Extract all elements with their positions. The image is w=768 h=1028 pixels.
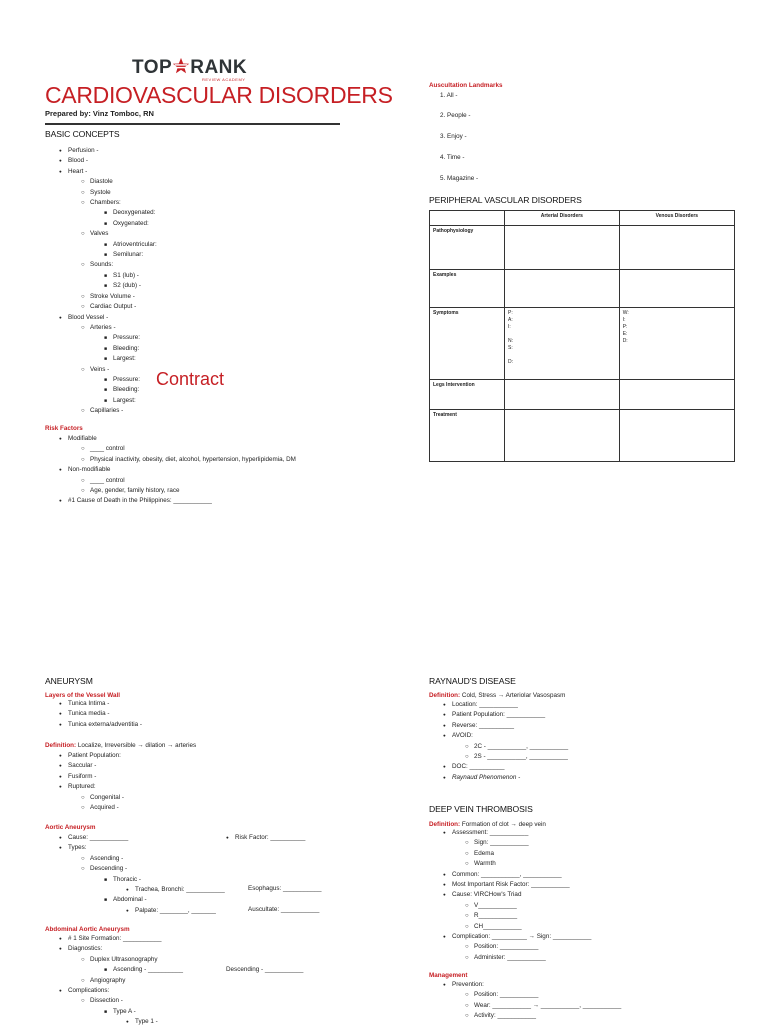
basic-list [68,146,157,417]
basic-heading: BASIC CONCEPTS [45,129,120,139]
list-item: ○ Chambers: [90,198,157,208]
auscultate: Auscultate: ___________ [248,906,320,913]
def-text: Formation of clot → deep vein [460,821,546,828]
aneurysm-heading: ANEURYSM [45,676,93,686]
row-label: Symptoms [430,308,505,380]
list-item: ● Common: ___________, ___________ [452,870,591,880]
row-label: Examples [430,270,505,308]
list-item: ■ Abdominal - [113,895,225,905]
table-cell [619,270,734,308]
list-item: ■ Thoracic - [113,875,225,885]
list-item: ■ Semilunar: [113,250,157,260]
sym-letter: W: [622,310,629,316]
list-item: ○ V___________ [474,901,591,911]
table-cell [619,410,734,462]
management-list [452,980,621,1022]
list-item: ● Blood Vessel - [68,313,157,323]
sym-letter: P: [622,324,628,330]
sym-letter: D: [622,338,628,344]
table-cell [505,226,620,270]
list-item: ■ S1 (lub) - [113,271,157,281]
venous-symptoms [619,308,734,380]
list-item: ○ 2C - ___________, ___________ [474,742,568,752]
list-item: ○ CH___________ [474,922,591,932]
table-cell [430,211,505,226]
list-item: ○ Age, gender, family history, race [90,486,296,496]
ausc-item: 3. Enjoy - [440,133,467,140]
list-item: ● Type 1 - [135,1017,183,1027]
list-item: ○ Warmth [474,859,591,869]
list-item: ● Prevention: [452,980,621,990]
list-item: ○ R___________ [474,911,591,921]
list-item: ● Blood - [68,156,157,166]
raynaud-heading: RAYNAUD'S DISEASE [429,676,516,686]
list-item: ○ Ascending - [90,854,225,864]
list-item: ○ Valves [90,229,157,239]
list-item: ● Location: ___________ [452,700,568,710]
logo-sub: REVIEW ACADEMY [202,77,246,82]
sym-letter: A: [508,317,513,323]
risk-heading: Risk Factors [45,425,83,432]
list-item: ■ Bleeding: [113,344,157,354]
list-item: ● Tunica Intima - [68,699,142,709]
layers-list [68,699,142,730]
logo [132,57,247,79]
list-item: ■ Atrioventricular: [113,240,157,250]
sym-letter: S: [508,345,513,351]
list-item: ● Fusiform - [68,772,124,782]
descending2: Descending - ___________ [226,966,304,973]
list-item: ● Assessment: ___________ [452,828,591,838]
ausc-item: 4. Time - [440,154,465,161]
list-item: ● DOC: __________ [452,762,568,772]
def-text: Localize, Irreversible → dilation → arteries [76,742,197,749]
list-item: ● Modifiable [68,434,296,444]
table-cell [619,380,734,410]
list-item: ○ Acquired - [90,803,124,813]
list-item: ● Trachea, Bronchi: ___________ [135,885,225,895]
risk-list [68,434,296,507]
def-text: Cold, Stress → Arteriolar Vasospasm [460,692,566,699]
table-cell [505,410,620,462]
list-item: ■ Type A - [113,1007,183,1017]
pvd-table [429,210,735,462]
ausc-item: 1. All - [440,92,458,99]
list-item: ● AVOID: [452,731,568,741]
list-item: ● Ruptured: [68,782,124,792]
list-item: ● #1 Cause of Death in the Philippines: ___________ [68,496,296,506]
logo-right: RANK [190,57,248,78]
list-item: ○ ____ control [90,476,296,486]
list-item: ○ Duplex Ultrasonography [90,955,183,965]
list-item: ○ Physical inactivity, obesity, diet, alcohol, hypertension, hyperlipidemia, DM [90,455,296,465]
ausc-heading: Auscultation Landmarks [429,82,503,89]
sym-letter: I: [622,317,626,323]
row-label: Pathophysiology [430,226,505,270]
star-icon [172,57,190,75]
list-item: ○ Wear: ___________ → ___________, ___________ [474,1001,621,1011]
list-item: ■ Oxygenated: [113,219,157,229]
list-item: ■ Deoxygenated: [113,208,157,218]
list-item: ○ Veins - [90,365,157,375]
sym-letter: I: [508,324,511,330]
list-item: ● Risk Factor: __________ [235,833,305,843]
row-label: Legs Intervention [430,380,505,410]
list-item: ■ Pressure: [113,333,157,343]
list-item: ● Patient Population: ___________ [452,710,568,720]
table-header: Venous Disorders [619,211,734,226]
list-item: ○ Administer: ___________ [474,953,591,963]
aaa-heading: Abdominal Aortic Aneurysm [45,926,130,933]
list-item: ● Perfusion - [68,146,157,156]
list-item: ■ Bleeding: [113,385,157,395]
list-item: ● Most Important Risk Factor: ___________ [452,880,591,890]
list-item: ○ Capillaries - [90,406,157,416]
raynaud-list [452,700,568,783]
list-item: ● Palpate: ________, _______ [135,906,225,916]
list-item: ● Tunica externa/adventitia - [68,720,142,730]
list-item: ● Cause: ___________ [68,833,225,843]
arterial-symptoms [505,308,620,380]
rf-item [235,833,305,843]
list-item: ● Raynaud Phenomenon - [452,773,568,783]
list-item: ● Tunica media - [68,709,142,719]
sym-letter: P: [508,310,513,316]
author: Prepared by: Vinz Tomboc, RN [45,109,154,118]
aortic-list [68,833,225,916]
list-item: ● Types: [68,843,225,853]
sym-letter: N: [508,338,513,344]
list-item: ○ Descending - [90,864,225,874]
list-item: ● Reverse: __________ [452,721,568,731]
aneurysm-list [68,751,124,813]
row-label: Treatment [430,410,505,462]
title-divider [45,123,340,125]
aneurysm-definition [45,741,196,751]
list-item: ● Complications: [68,986,183,996]
list-item: ○ Position: ___________ [474,942,591,952]
list-item: ○ Stroke Volume - [90,292,157,302]
list-item: ● Heart - [68,167,157,177]
list-item: ● # 1 Site Formation: ___________ [68,934,183,944]
contract-annotation: Contract [156,369,225,389]
list-item: ○ Angiography [90,976,183,986]
list-item: ○ ____ control [90,444,296,454]
pvd-heading: PERIPHERAL VASCULAR DISORDERS [429,195,582,205]
list-item: ○ Congenital - [90,793,124,803]
def-label: Definition: [429,692,461,699]
list-item: ○ Activity: ___________ [474,1011,621,1021]
page-title: CARDIOVASCULAR DISORDERS [45,82,393,108]
list-item: ● Saccular - [68,761,124,771]
list-item: ■ Ascending - __________ [113,965,183,975]
table-header: Arterial Disorders [505,211,620,226]
list-item: ○ Systole [90,188,157,198]
dvt-heading: DEEP VEIN THROMBOSIS [429,804,533,814]
list-item: ○ Sign: ___________ [474,838,591,848]
esophagus: Esophagus: ___________ [248,885,322,892]
aortic-heading: Aortic Aneurysm [45,824,96,831]
list-item: ○ 2S - ___________, ___________ [474,752,568,762]
table-cell [505,380,620,410]
table-cell [619,226,734,270]
aaa-list [68,934,183,1028]
sym-letter: E: [622,331,628,337]
list-item: ● Patient Population: [68,751,124,761]
ausc-item: 5. Magazine - [440,175,479,182]
list-item: ■ Pressure: [113,375,157,385]
list-item: ● Complication: __________ → Sign: ___________ [452,932,591,942]
list-item: ■ S2 (dub) - [113,281,157,291]
list-item: ● Non-modifiable [68,465,296,475]
list-item: ● Cause: VIRCHow's Triad [452,890,591,900]
table-cell [505,270,620,308]
dvt-list [452,828,591,963]
list-item: ● Diagnostics: [68,944,183,954]
list-item: ○ Position: ___________ [474,990,621,1000]
layers-heading: Layers of the Vessel Wall [45,692,121,699]
list-item: ○ Cardiac Output - [90,302,157,312]
def-label: Definition: [429,821,461,828]
sym-letter: D: [508,359,513,365]
list-item: ○ Sounds: [90,260,157,270]
list-item: ○ Dissection - [90,996,183,1006]
list-item: ○ Arteries - [90,323,157,333]
management-heading: Management [429,972,468,979]
list-item: ■ Largest: [113,354,157,364]
list-item: ■ Largest: [113,396,157,406]
def-label: Definition: [45,742,77,749]
ausc-item: 2. People - [440,112,471,119]
logo-left: TOP [132,57,173,78]
list-item: ○ Diastole [90,177,157,187]
list-item: ○ Edema [474,849,591,859]
